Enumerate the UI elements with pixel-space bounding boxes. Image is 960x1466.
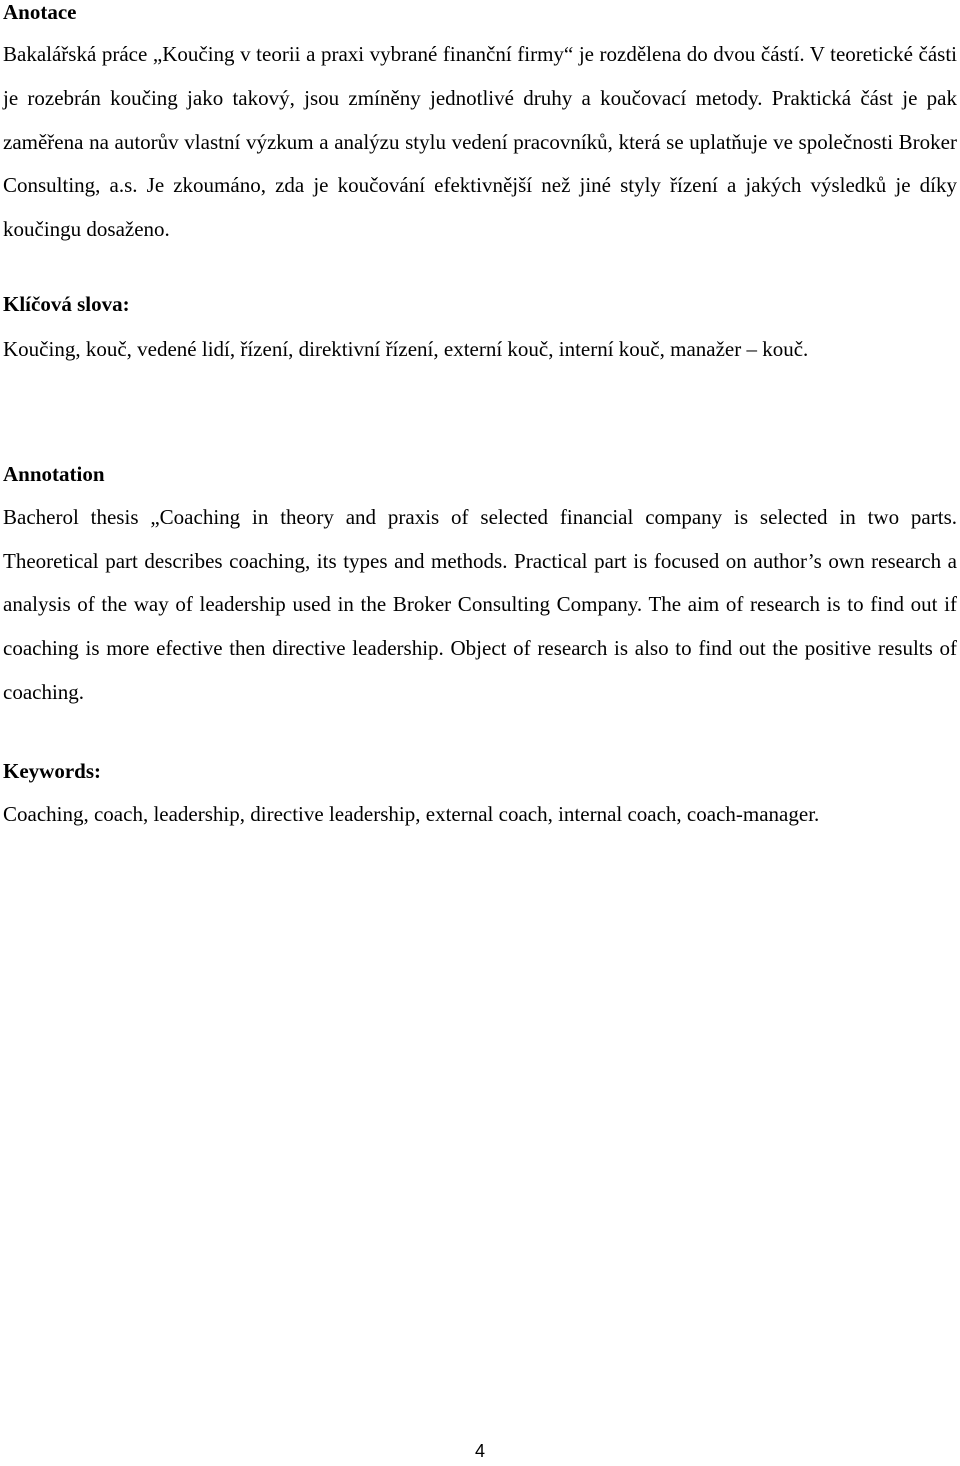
paragraph-annotation: Bacherol thesis „Coaching in theory and praxis of selected financial company is selected in two parts. Theoretical part describes coaching, its types and methods. Practical part is focused on author’s own research a analysis of the way of leadership used in the Broker Consulting Company. The aim of research is to find out if coaching is more efective then directive leadership. Object of research is also to find out the positive results of coaching.	[3, 504, 957, 704]
paragraph-klicova-slova: Koučing, kouč, vedené lidí, řízení, direktivní řízení, externí kouč, interní kouč, manažer – kouč.	[3, 336, 809, 361]
paragraph-keywords: Coaching, coach, leadership, directive leadership, external coach, internal coach, coach-manager.	[3, 801, 820, 826]
paragraph-anotace: Bakalářská práce „Koučing v teorii a praxi vybrané finanční firmy“ je rozdělena do dvou částí. V teoretické části je rozebrán koučing jako takový, jsou zmíněny jednotlivé druhy a koučovací metody. Praktická část je pak zaměřena na autorův vlastní výzkum a analýzu stylu vedení pracovníků, která se uplatňuje ve společnosti Broker Consulting, a.s. Je zkoumáno, zda je koučování efektivnější než jiné styly řízení a jakých výsledků je díky koučingu dosaženo.	[3, 42, 957, 242]
page-number: 4	[474, 1441, 485, 1461]
heading-anotace: Anotace	[3, 0, 77, 24]
heading-keywords: Keywords:	[3, 758, 101, 783]
heading-klicova-slova: Klíčová slova:	[3, 291, 130, 316]
document-page	[3, 0, 957, 837]
heading-annotation: Annotation	[3, 461, 105, 486]
